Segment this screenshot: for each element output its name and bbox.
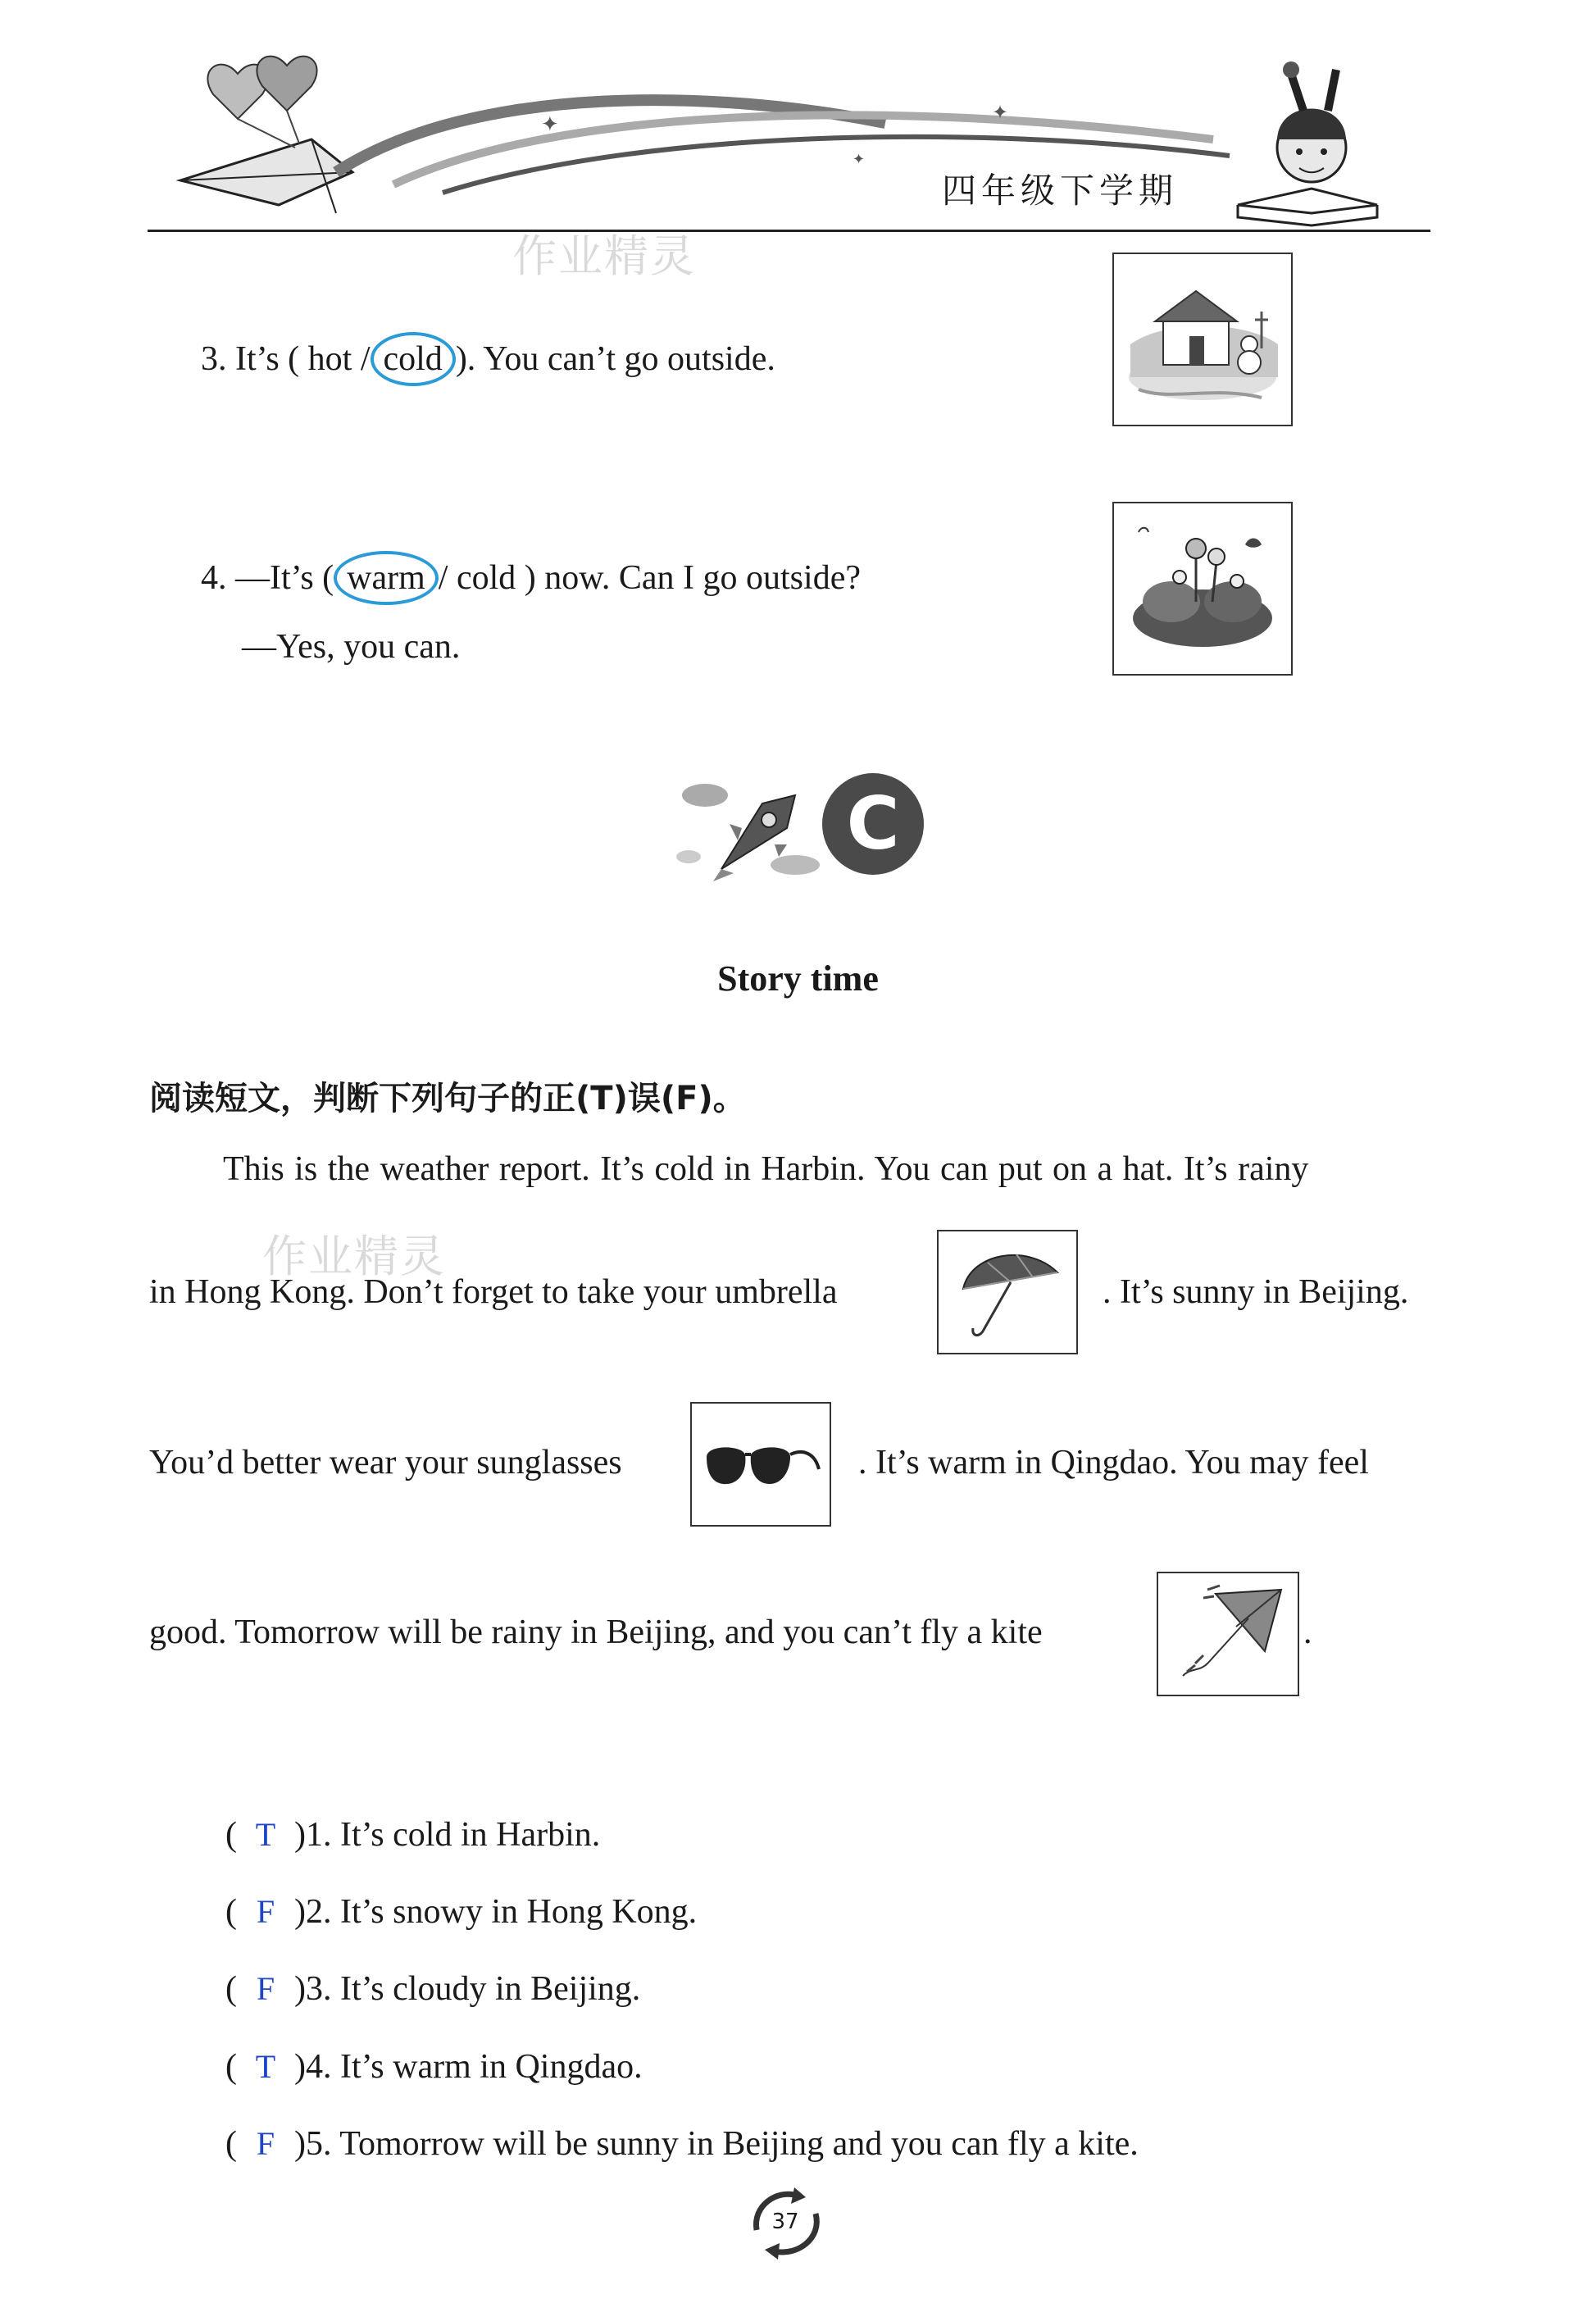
question-3: [201, 332, 775, 386]
passage-line: .: [1303, 1613, 1312, 1651]
header-decoration: [148, 49, 1459, 230]
snowy-house-icon: [1114, 254, 1291, 425]
judgement-answer[interactable]: F: [256, 1893, 275, 1930]
judgement-item: [225, 2047, 643, 2087]
judgement-text: )1. It’s cold in Harbin.: [294, 1816, 601, 1854]
flowers-picture: [1112, 502, 1293, 676]
kite-icon: [1158, 1573, 1298, 1695]
header-title: 四年级下学期: [941, 171, 1178, 211]
circled-answer: cold: [371, 332, 456, 386]
question-prefix: —It’s (: [235, 559, 334, 597]
girl-reading-book-icon: [1238, 61, 1377, 225]
open-paren: (: [225, 2048, 237, 2086]
judgement-text: )3. It’s cloudy in Beijing.: [294, 1970, 641, 2008]
circled-answer: warm: [334, 551, 439, 605]
kite-picture: [1157, 1572, 1299, 1696]
question-number: 4.: [201, 559, 227, 597]
question-suffix: ) now. Can I go outside?: [524, 559, 861, 597]
question-number: 3.: [201, 340, 227, 378]
header-divider: [148, 230, 1430, 232]
judgement-answer[interactable]: T: [255, 2048, 276, 2085]
page-number-badge: [740, 2181, 830, 2263]
watermark: 作业精灵: [262, 1231, 446, 1282]
judgement-item: [225, 1892, 697, 1932]
judgement-item: [225, 2124, 1139, 2164]
open-paren: (: [225, 1816, 237, 1854]
question-prefix: It’s (: [235, 340, 300, 378]
judgement-item: [225, 1815, 600, 1855]
judgement-answer[interactable]: F: [256, 2125, 275, 2162]
option-separator: /: [360, 340, 371, 378]
judgement-item: [225, 1969, 640, 2009]
passage-line: . It’s warm in Qingdao. You may feel: [858, 1444, 1369, 1481]
instruction: 阅读短文，判断下列句子的正(T)误(F)。: [149, 1080, 746, 1117]
open-paren: (: [225, 2125, 237, 2163]
section-letter: C: [846, 781, 900, 866]
option-b: cold: [456, 559, 516, 597]
sunglasses-picture: [690, 1402, 831, 1527]
svg-text:✦: ✦: [541, 112, 559, 136]
question-4: [201, 551, 861, 605]
umbrella-icon: [939, 1231, 1076, 1353]
snow-picture: [1112, 253, 1293, 426]
passage-line: in Hong Kong. Don’t forget to take your umbrella: [149, 1273, 838, 1311]
judgement-text: )4. It’s warm in Qingdao.: [294, 2048, 643, 2086]
judgement-text: )5. Tomorrow will be sunny in Beijing and you can fly a kite.: [294, 2125, 1139, 2163]
option-a: hot: [307, 340, 352, 378]
open-paren: (: [225, 1970, 237, 2008]
rocket-icon: [676, 784, 820, 881]
question-suffix: ). You can’t go outside.: [455, 340, 775, 378]
story-title: Story time: [717, 958, 879, 999]
question-4-reply: —Yes, you can.: [242, 628, 461, 666]
open-paren: (: [225, 1893, 237, 1931]
svg-text:✦: ✦: [853, 151, 866, 167]
judgement-answer[interactable]: F: [256, 1970, 275, 2007]
passage-line: . It’s sunny in Beijing.: [1103, 1273, 1409, 1311]
sunglasses-icon: [692, 1404, 830, 1525]
svg-text:✦: ✦: [992, 102, 1009, 124]
passage-line: You’d better wear your sunglasses: [149, 1444, 622, 1481]
judgement-text: )2. It’s snowy in Hong Kong.: [294, 1893, 698, 1931]
paper-plane-balloons-icon: [180, 57, 352, 213]
page-number: 37: [771, 2210, 799, 2234]
passage-line: good. Tomorrow will be rainy in Beijing, and you can’t fly a kite: [149, 1613, 1043, 1651]
umbrella-picture: [937, 1230, 1078, 1354]
section-c-badge: [672, 762, 934, 885]
passage-line: This is the weather report. It’s cold in Harbin. You can put on a hat. It’s rainy: [223, 1150, 1309, 1188]
option-separator: /: [438, 559, 448, 597]
flower-garden-icon: [1114, 503, 1291, 674]
judgement-answer[interactable]: T: [255, 1816, 276, 1853]
watermark: 作业精灵: [512, 230, 696, 282]
